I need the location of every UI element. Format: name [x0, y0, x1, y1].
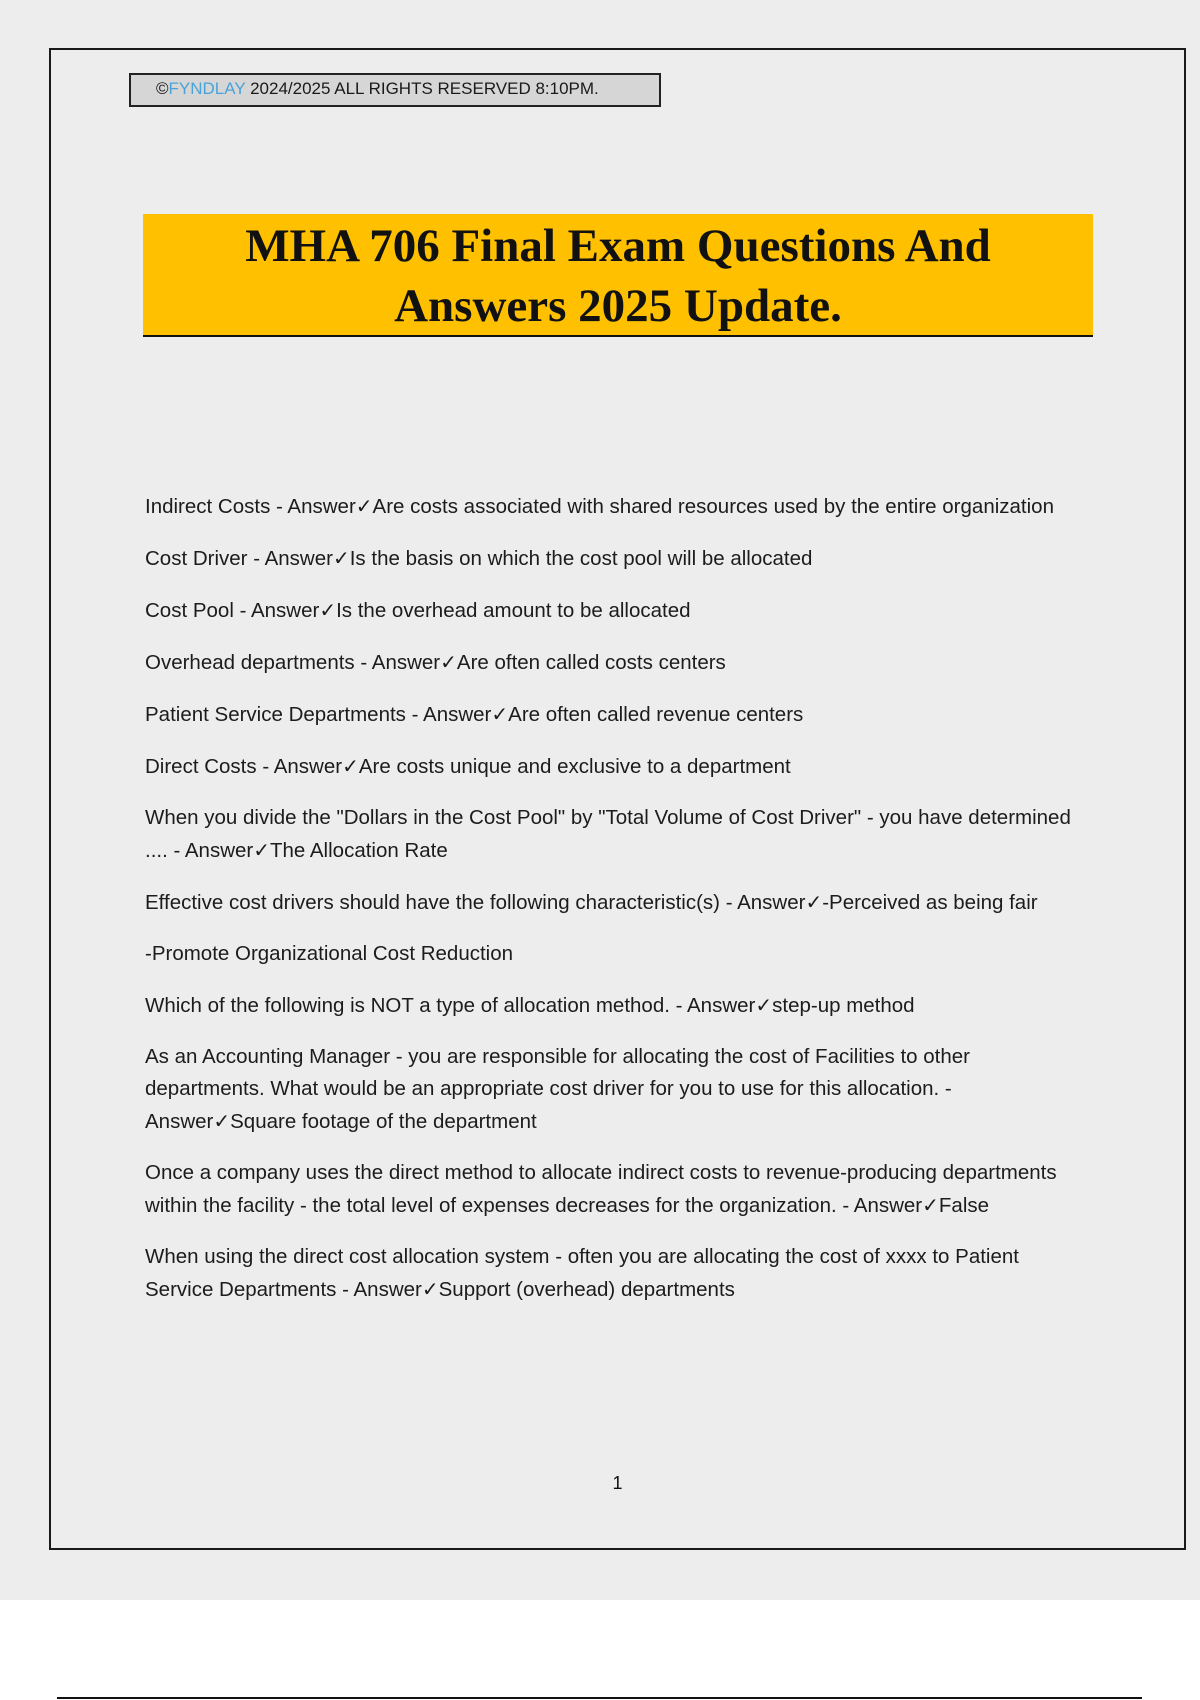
answer-label: Answer: [737, 891, 806, 914]
checkmark-icon: ✓: [213, 1109, 231, 1133]
answer-label: Answer: [423, 703, 492, 726]
brand-name: FYNDLAY: [168, 79, 246, 98]
checkmark-icon: ✓: [440, 650, 457, 674]
qa-answer: step-up method: [772, 994, 915, 1017]
checkmark-icon: ✓: [332, 546, 350, 570]
qa-question: Effective cost drivers should have the following characteristic(s) -: [145, 891, 738, 914]
qa-question: When using the direct cost allocation system - often you are allocating the cost of xxxx to Patient Service Departments -: [145, 1245, 1019, 1301]
qa-answer: Square footage of the department: [230, 1110, 537, 1133]
answer-label: Answer: [371, 651, 441, 674]
qa-question: Cost Driver -: [145, 547, 265, 570]
qa-question: As an Accounting Manager - you are responsible for allocating the cost of Facilities to other departments. What would be an appropriate cost driver for you to use for this allocation. -: [145, 1045, 971, 1100]
answer-label: Answer: [853, 1194, 923, 1217]
checkmark-icon: ✓: [342, 754, 359, 778]
checkmark-icon: ✓: [319, 598, 337, 622]
checkmark-icon: ✓: [755, 993, 773, 1017]
qa-answer: Are costs associated with shared resources used by the entire organization: [372, 495, 1054, 518]
qa-question: Cost Pool -: [145, 599, 251, 622]
qa-answer: Are often called revenue centers: [508, 703, 804, 726]
qa-answer: Support (overhead) departments: [438, 1278, 735, 1301]
qa-question: When you divide the "Dollars in the Cost Pool" by "Total Volume of Cost Driver" - you have determined .... -: [145, 806, 1071, 862]
answer-label: Answer: [273, 755, 343, 778]
answer-label: Answer: [287, 495, 356, 518]
answer-label: Answer: [353, 1278, 422, 1301]
title-line-2: Answers 2025 Update.: [394, 280, 842, 332]
checkmark-icon: ✓: [355, 494, 373, 518]
title-line-1: MHA 706 Final Exam Questions And: [245, 220, 991, 272]
qa-answer: Are costs unique and exclusive to a department: [358, 755, 791, 778]
checkmark-icon: ✓: [491, 702, 509, 726]
answer-label: Answer: [687, 994, 756, 1017]
qa-item: [145, 490, 1080, 523]
qa-item: [145, 1157, 1080, 1222]
qa-answer: Are often called costs centers: [456, 651, 726, 674]
qa-question: Patient Service Departments -: [145, 703, 424, 726]
qa-item: [145, 542, 1080, 575]
qa-answer: -Perceived as being fair: [822, 891, 1038, 914]
qa-answer: The Allocation Rate: [270, 839, 448, 862]
qa-item: [145, 646, 1080, 679]
qa-answer: Is the overhead amount to be allocated: [336, 599, 691, 622]
qa-item: [145, 886, 1080, 919]
qa-list: [145, 490, 1080, 1325]
qa-answer: Is the basis on which the cost pool will be allocated: [349, 547, 813, 570]
qa-continuation: -Promote Organizational Cost Reduction: [145, 942, 514, 965]
copyright-text: 2024/2025 ALL RIGHTS RESERVED 8:10PM.: [245, 79, 599, 98]
qa-item: [145, 802, 1080, 867]
answer-label: Answer: [145, 1110, 214, 1133]
qa-item: [145, 594, 1080, 627]
qa-question: Which of the following is NOT a type of allocation method. -: [145, 994, 687, 1017]
document-title: [143, 214, 1093, 337]
qa-item: [145, 1241, 1080, 1306]
answer-label: Answer: [250, 599, 320, 622]
qa-item: [145, 750, 1080, 783]
qa-question: Overhead departments -: [145, 651, 372, 674]
copyright-symbol: ©: [156, 79, 169, 98]
qa-question: Indirect Costs -: [145, 495, 288, 518]
qa-question: Direct Costs -: [145, 755, 274, 778]
qa-item: [145, 698, 1080, 731]
page-number: 1: [612, 1473, 623, 1493]
qa-item: [145, 1041, 1080, 1138]
checkmark-icon: ✓: [805, 890, 823, 914]
answer-label: Answer: [184, 839, 254, 862]
qa-item: [145, 938, 1080, 970]
checkmark-icon: ✓: [421, 1277, 439, 1301]
qa-item: [145, 989, 1080, 1022]
qa-question: Once a company uses the direct method to allocate indirect costs to revenue-producing departments within the facility - the total level of expenses decreases for the organization. -: [145, 1161, 1057, 1217]
answer-label: Answer: [264, 547, 333, 570]
checkmark-icon: ✓: [922, 1193, 939, 1217]
copyright-banner: [129, 73, 661, 107]
next-page-divider: [57, 1697, 1142, 1699]
checkmark-icon: ✓: [253, 838, 270, 862]
qa-answer: False: [938, 1194, 990, 1217]
